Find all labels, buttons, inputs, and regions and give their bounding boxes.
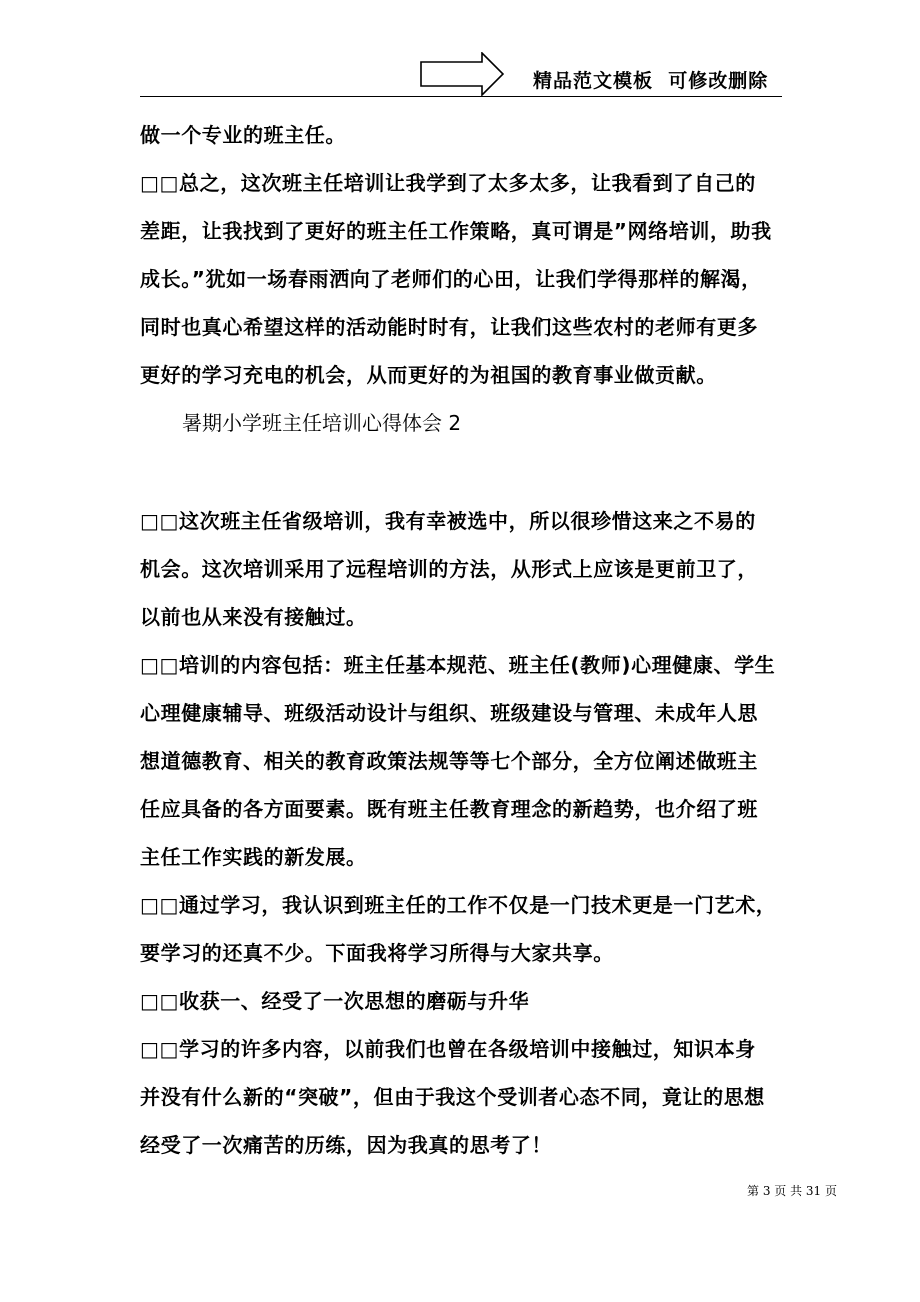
paragraph-line: □□总之，这次班主任培训让我学到了太多太多，让我看到了自己的 [140,171,756,195]
paragraph-line: 主任工作实践的新发展。 [140,845,367,869]
page-number: 第 3 页 共 31 页 [747,1184,837,1198]
paragraph-line: 以前也从来没有接触过。 [140,605,367,629]
header-divider [140,96,782,97]
paragraph-line: □□培训的内容包括：班主任基本规范、班主任(教师)心理健康、学生 [140,653,776,677]
paragraph-line: □□收获一、经受了一次思想的磨砺与升华 [140,989,530,1013]
paragraph-line: 想道德教育、相关的教育政策法规等等七个部分，全方位阐述做班主 [140,749,758,773]
paragraph-line: 同时也真心希望这样的活动能时时有，让我们这些农村的老师有更多 [140,315,758,339]
paragraph-line: 经受了一次痛苦的历练，因为我真的思考了！ [140,1133,552,1157]
paragraph-line: □□通过学习，我认识到班主任的工作不仅是一门技术更是一门艺术， [140,893,777,917]
paragraph-line: 任应具备的各方面要素。既有班主任教育理念的新趋势，也介绍了班 [140,797,758,821]
section-heading: 暑期小学班主任培训心得体会 2 [182,411,462,435]
paragraph-line: 机会。这次培训采用了远程培训的方法，从形式上应该是更前卫了， [140,557,758,581]
paragraph-line: 并没有什么新的“突破”，但由于我这个受训者心态不同，竟让的思想 [140,1085,765,1109]
arrow-icon [420,52,504,96]
paragraph-line: 成长。”犹如一场春雨洒向了老师们的心田，让我们学得那样的解渴， [140,267,762,291]
paragraph-line: □□这次班主任省级培训，我有幸被选中，所以很珍惜这来之不易的 [140,509,756,533]
paragraph-line: 差距，让我找到了更好的班主任工作策略，真可谓是”网络培训，助我 [140,219,772,243]
paragraph-line: □□学习的许多内容，以前我们也曾在各级培训中接触过，知识本身 [140,1037,756,1061]
paragraph-line: 心理健康辅导、班级活动设计与组织、班级建设与管理、未成年人思 [140,701,758,725]
header-title: 精品范文模板 可修改删除 [533,70,769,92]
paragraph-line: 要学习的还真不少。下面我将学习所得与大家共享。 [140,941,614,965]
paragraph-line: 做一个专业的班主任。 [140,123,346,147]
paragraph-line: 更好的学习充电的机会，从而更好的为祖国的教育事业做贡献。 [140,363,717,387]
